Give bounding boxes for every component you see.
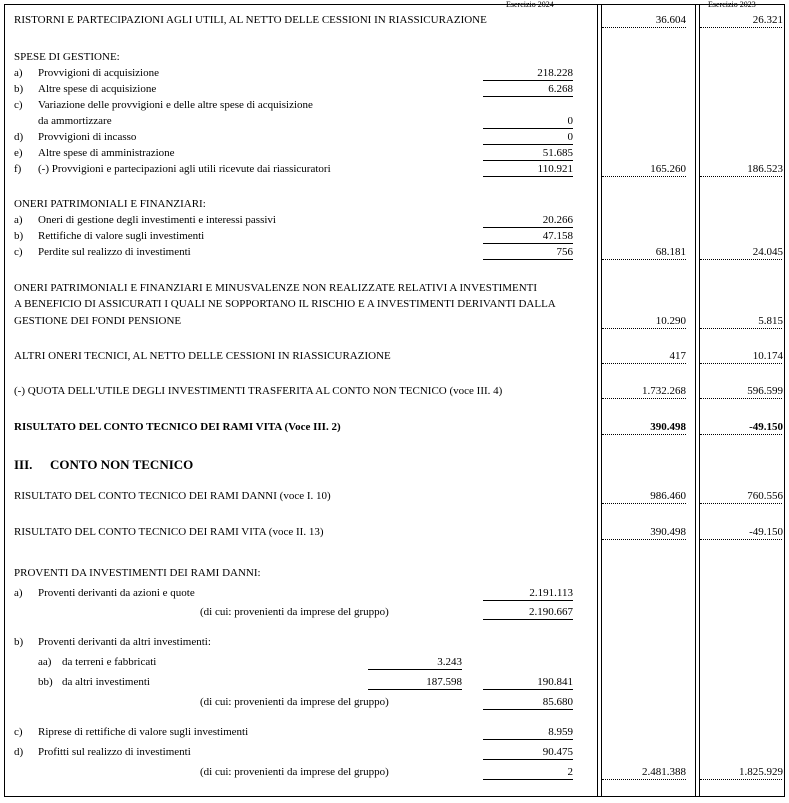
sub-value: 218.228 <box>537 67 573 79</box>
underline <box>700 398 782 399</box>
underline <box>602 434 686 435</box>
section-heading: CONTO NON TECNICO <box>50 457 194 472</box>
underline <box>483 96 573 97</box>
item-letter: d) <box>14 746 24 758</box>
item-label: (-) Provvigioni e partecipazioni agli utili ricevute dai riassicuratori <box>38 163 331 175</box>
sub-value: 20.266 <box>542 214 573 226</box>
inner-value: 187.598 <box>426 676 462 688</box>
sub-value: 2.191.113 <box>529 587 573 599</box>
item-letter: a) <box>14 67 23 79</box>
item-letter: f) <box>14 163 22 175</box>
sub-value: 85.680 <box>542 696 573 708</box>
value-2024: 1.732.268 <box>642 385 686 397</box>
underline <box>602 779 686 780</box>
value-2024: 2.481.388 <box>642 766 686 778</box>
underline <box>700 434 782 435</box>
underline <box>602 363 686 364</box>
underline <box>483 259 573 260</box>
sub-value: 8.959 <box>548 726 573 738</box>
sub-value: 110.921 <box>537 163 573 175</box>
underline <box>483 739 573 740</box>
underline <box>483 128 573 129</box>
underline <box>483 689 573 690</box>
item-label: Rettifiche di valore sugli investimenti <box>38 230 205 242</box>
row-label: ONERI PATRIMONIALI E FINANZIARI E MINUSVALENZE NON REALIZZATE RELATIVI A INVESTIMENTI <box>14 282 538 294</box>
underline <box>700 779 782 780</box>
item-label: Altre spese di acquisizione <box>38 83 157 95</box>
underline <box>700 328 782 329</box>
value-2024: 986.460 <box>650 490 686 502</box>
value-2024: 417 <box>669 350 686 362</box>
item-label: Altre spese di amministrazione <box>38 147 175 159</box>
value-2023: 596.599 <box>747 385 783 397</box>
value-2023: -49.150 <box>749 421 783 433</box>
sub-value: 90.475 <box>542 746 573 758</box>
column-divider <box>597 5 598 796</box>
underline <box>483 144 573 145</box>
underline <box>700 176 782 177</box>
row-label-bold: RISULTATO DEL CONTO TECNICO DEI RAMI VITA (Voce III. 2) <box>14 421 341 433</box>
underline <box>602 328 686 329</box>
section-number: III. <box>14 457 33 472</box>
underline <box>483 176 573 177</box>
row-label: RISULTATO DEL CONTO TECNICO DEI RAMI DANNI (voce I. 10) <box>14 490 331 502</box>
item-label: Riprese di rettifiche di valore sugli investimenti <box>38 726 249 738</box>
item-label-cont: da ammortizzare <box>38 115 112 127</box>
value-2023: 10.174 <box>752 350 783 362</box>
item-label: Perdite sul realizzo di investimenti <box>38 246 191 258</box>
dicui-label: (di cui: provenienti da imprese del gruppo) <box>200 606 389 618</box>
value-2024: 10.290 <box>655 315 686 327</box>
item-label: Proventi derivanti da azioni e quote <box>38 587 195 599</box>
underline <box>483 759 573 760</box>
section-title: ONERI PATRIMONIALI E FINANZIARI: <box>14 198 206 210</box>
dicui-label: (di cui: provenienti da imprese del gruppo) <box>200 696 389 708</box>
item-letter: c) <box>14 726 23 738</box>
row-label: RISTORNI E PARTECIPAZIONI AGLI UTILI, AL NETTO DELLE CESSIONI IN RIASSICURAZIONE <box>14 14 487 26</box>
underline <box>700 539 782 540</box>
column-divider <box>699 5 700 796</box>
underline <box>368 669 462 670</box>
underline <box>602 259 686 260</box>
underline <box>483 227 573 228</box>
section-title: PROVENTI DA INVESTIMENTI DEI RAMI DANNI: <box>14 567 261 579</box>
item-label: Profitti sul realizzo di investimenti <box>38 746 191 758</box>
value-2023: 24.045 <box>752 246 783 258</box>
item-letter: b) <box>14 636 24 648</box>
item-letter: b) <box>14 230 24 242</box>
item-letter: c) <box>14 246 23 258</box>
sub-value: 0 <box>567 131 573 143</box>
row-label: ALTRI ONERI TECNICI, AL NETTO DELLE CESSIONI IN RIASSICURAZIONE <box>14 350 391 362</box>
dicui-label: (di cui: provenienti da imprese del gruppo) <box>200 766 389 778</box>
underline <box>700 363 782 364</box>
item-letter: d) <box>14 131 24 143</box>
underline <box>483 619 573 620</box>
underline <box>602 27 686 28</box>
column-divider <box>695 5 696 796</box>
sub-value: 6.268 <box>548 83 573 95</box>
value-2023: -49.150 <box>749 526 783 538</box>
underline <box>602 398 686 399</box>
value-2024: 36.604 <box>655 14 686 26</box>
sub-value: 2.190.667 <box>529 606 573 618</box>
value-2024: 390.498 <box>650 526 686 538</box>
item-letter: c) <box>14 99 23 111</box>
underline <box>483 779 573 780</box>
value-2024: 390.498 <box>650 421 686 433</box>
sub-value: 2 <box>567 766 573 778</box>
underline <box>602 539 686 540</box>
value-2024: 165.260 <box>650 163 686 175</box>
subitem-letter: bb) <box>38 676 53 688</box>
item-letter: e) <box>14 147 23 159</box>
section-title: SPESE DI GESTIONE: <box>14 51 120 63</box>
sub-value: 51.685 <box>542 147 573 159</box>
value-2023: 26.321 <box>752 14 783 26</box>
item-label: Provvigioni di incasso <box>38 131 137 143</box>
subitem-letter: aa) <box>38 656 52 668</box>
item-letter: a) <box>14 587 23 599</box>
subitem-label: da altri investimenti <box>62 676 150 688</box>
underline <box>483 243 573 244</box>
row-label-cont: GESTIONE DEI FONDI PENSIONE <box>14 315 182 327</box>
item-letter: b) <box>14 83 24 95</box>
row-label: RISULTATO DEL CONTO TECNICO DEI RAMI VITA (voce II. 13) <box>14 526 324 538</box>
sub-value: 756 <box>556 246 573 258</box>
row-label-cont: A BENEFICIO DI ASSICURATI I QUALI NE SOPPORTANO IL RISCHIO E A INVESTIMENTI DERIVANTI DALLA <box>14 298 556 310</box>
value-2023: 5.815 <box>758 315 783 327</box>
value-2023: 1.825.929 <box>739 766 783 778</box>
sub-value: 0 <box>567 115 573 127</box>
underline <box>483 80 573 81</box>
inner-value: 3.243 <box>437 656 462 668</box>
underline <box>483 600 573 601</box>
sub-value: 190.841 <box>537 676 573 688</box>
subitem-label: da terreni e fabbricati <box>62 656 157 668</box>
header-year-2024: Esercizio 2024 <box>506 0 554 9</box>
underline <box>700 27 782 28</box>
underline <box>700 503 782 504</box>
underline <box>483 160 573 161</box>
item-label: Oneri di gestione degli investimenti e interessi passivi <box>38 214 276 226</box>
item-label: Variazione delle provvigioni e delle altre spese di acquisizione <box>38 99 313 111</box>
value-2023: 186.523 <box>747 163 783 175</box>
row-label: (-) QUOTA DELL'UTILE DEGLI INVESTIMENTI TRASFERITA AL CONTO NON TECNICO (voce III. 4) <box>14 385 503 397</box>
header-year-2023: Esercizio 2023 <box>708 0 756 9</box>
item-label: Provvigioni di acquisizione <box>38 67 159 79</box>
sub-value: 47.158 <box>542 230 573 242</box>
column-divider <box>601 5 602 796</box>
underline <box>602 503 686 504</box>
value-2023: 760.556 <box>747 490 783 502</box>
underline <box>483 709 573 710</box>
underline <box>368 689 462 690</box>
underline <box>700 259 782 260</box>
underline <box>602 176 686 177</box>
item-letter: a) <box>14 214 23 226</box>
value-2024: 68.181 <box>655 246 686 258</box>
item-label: Proventi derivanti da altri investimenti: <box>38 636 211 648</box>
